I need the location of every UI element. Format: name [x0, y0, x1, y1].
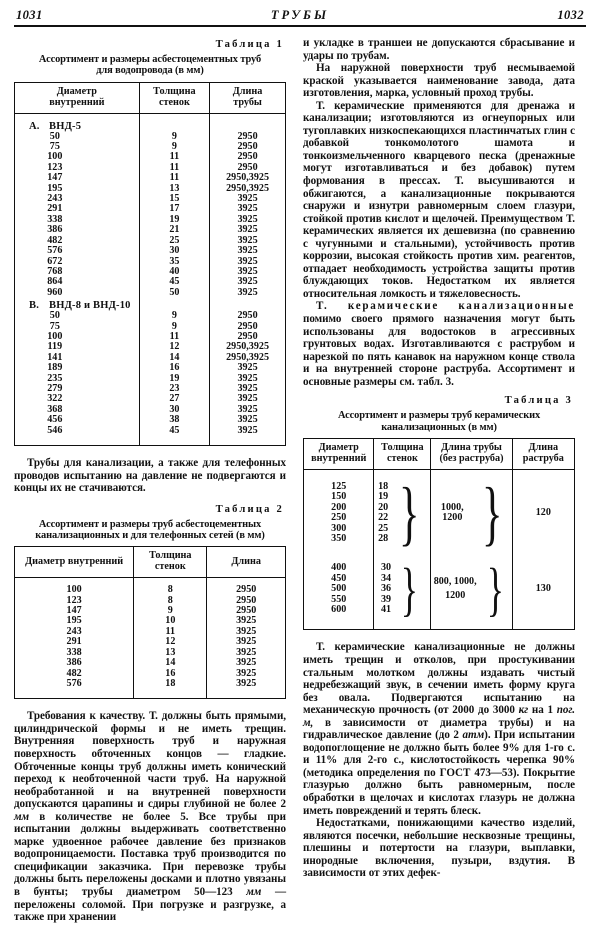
table1-thickness-value: 9: [171, 130, 177, 142]
table3-diameter-value: 550: [331, 593, 347, 605]
table1-length-value: 3925: [237, 362, 258, 374]
table3-diameter-value: 300: [331, 522, 347, 534]
table2-diameter-value: 100: [66, 584, 82, 596]
table3-thickness-value: 36: [381, 583, 392, 595]
table2-thickness-value: 16: [165, 667, 176, 679]
table2-caption-line2: канализационных и для телефонных сетей (в мм): [35, 530, 265, 542]
table2-header-row: [15, 547, 286, 578]
folio-left: 1031: [16, 8, 43, 22]
table3-col-socket-l1: Длина: [528, 442, 559, 454]
table3-thickness-value: 39: [381, 593, 392, 605]
table1-thickness-value: 27: [169, 393, 180, 405]
table1-diameter-value: 50: [49, 130, 60, 142]
table1-length-value: 3925: [237, 245, 258, 257]
table2-thickness-value: 13: [165, 646, 176, 658]
table3-diameter-value: 200: [331, 501, 347, 513]
table2-thickness-value: 12: [165, 636, 176, 648]
table1-diameter-value: 546: [47, 424, 63, 436]
table3-thickness-value: 28: [378, 532, 389, 544]
table1-diameter-value: 291: [47, 203, 63, 215]
table3-caption: [303, 410, 575, 433]
ceramic-pipes-lead: Т. керамические: [316, 99, 405, 112]
paragraph-after-table1: Трубы для канализации, а также для телефонных проводов испытанию на давление не подвергаются и концы их не стачиваются.: [14, 457, 286, 495]
table1-length-value: 3925: [237, 255, 258, 267]
table3-thickness-value: 25: [378, 522, 389, 534]
table1-col-thickness-l1: Толщина: [153, 85, 196, 97]
table1-col-length: [210, 82, 286, 113]
table1-length-value: 3925: [237, 276, 258, 288]
table3-col-diameter-l2: внутренний: [311, 453, 367, 465]
table1-diameter-value: 243: [47, 193, 63, 205]
table1-length-value: 2950: [237, 320, 258, 332]
unit-pog-m: пог. м,: [303, 704, 575, 729]
table1-diameter-value: 141: [47, 351, 63, 363]
page-title: ТРУБЫ: [270, 8, 330, 22]
table3-col-diameter: [304, 439, 374, 470]
table1-diameter-value: 235: [47, 372, 63, 384]
table1-diameter-value: 279: [47, 382, 63, 394]
table2-thickness-value: 8: [167, 584, 173, 596]
table1-length-value: 3925: [237, 234, 258, 246]
table1-col-diameter: [15, 82, 140, 113]
table3-header-row: [304, 439, 575, 470]
ceramic-sewer-pipes-lead: Т. керамические канализационные: [316, 300, 575, 313]
table2-diameter-value: 291: [66, 636, 82, 648]
table1-group-title: [17, 300, 137, 311]
table1-length-value: 2950,3925: [226, 341, 269, 353]
right-paragraph-2: На наружной поверхности труб несмываемой краской указывается наименование завода, дата изготовления, марка, условный проход трубы.: [303, 62, 575, 100]
table3-diameter-value: 250: [331, 512, 347, 524]
table3-col-length-l1: Длина трубы: [441, 442, 502, 454]
table3-col-length-l2: (без раструба): [439, 453, 504, 465]
two-column-body: [14, 37, 586, 924]
table1-thickness-value: 15: [169, 193, 180, 205]
table3-diameter-value: 500: [331, 583, 347, 595]
table1-col-thickness: [139, 82, 209, 113]
table1-thickness-value: 12: [169, 341, 180, 353]
table3-thickness-stack: [378, 482, 388, 544]
table1-diameter-value: 195: [47, 182, 63, 194]
table1-diameter-value: 119: [47, 341, 63, 353]
table1-col-diameter-l1: Диаметр: [56, 85, 97, 97]
table2-col-length: Длина: [207, 547, 286, 578]
quality-heading: Требования к качеству.: [27, 710, 146, 723]
table3-length-group: 1000, 1200 }: [433, 477, 509, 549]
table3-thickness-group: 18 19 20 22 25 28 }: [378, 473, 420, 554]
table1-thickness-value: 35: [169, 255, 180, 267]
table1-group-name: ВНД-5: [49, 120, 82, 132]
table1-thickness-value: 21: [169, 224, 180, 236]
table1-thickness-value: 45: [169, 424, 180, 436]
quality-paragraph: [14, 710, 286, 923]
table2-length-value: 2950: [236, 594, 257, 606]
table3-thickness-value: 41: [381, 604, 392, 615]
left-column: [14, 37, 286, 924]
quality-italic-2: мм: [246, 885, 262, 898]
table3-diameter-value: 400: [331, 562, 347, 574]
table1-diameter-value: 864: [47, 276, 63, 288]
table3-thickness-value: 20: [378, 501, 389, 513]
table-asbestos-sewer-pipes: [14, 546, 286, 699]
table2-length-value: 3925: [236, 625, 257, 637]
table3-col-thickness: [374, 439, 431, 470]
table2-body-row: [15, 578, 286, 699]
table2-length-value: 3925: [236, 615, 257, 627]
table1-group-name: ВНД-8 и ВНД-10: [49, 300, 131, 312]
table1-length-value: 2950: [237, 330, 258, 342]
table1-length-value: 3925: [237, 372, 258, 384]
table1-thickness-value: 17: [169, 203, 180, 215]
table3-diameter-value: 350: [331, 532, 347, 544]
table2-length-value: 3925: [236, 646, 257, 658]
table1-thickness-value: 30: [169, 403, 180, 415]
right-paragraph-1: и укладке в траншеи не допускаются сбрасывание и удары по трубам.: [303, 37, 575, 62]
table3-caption-line1: Ассортимент и размеры труб керамических: [337, 410, 541, 422]
table1-col-length-l1: Длина: [232, 85, 263, 97]
right-paragraph-4: [303, 300, 575, 388]
table2-caption: [14, 519, 286, 542]
table1-thickness-value: 11: [169, 151, 180, 163]
table1-length-value: 2950: [237, 310, 258, 322]
table3-diameter-value: 150: [331, 491, 347, 503]
table2-length-value: 3925: [236, 657, 257, 669]
table1-caption-line2: для водопровода (в мм): [96, 65, 204, 77]
table1-thickness-value: 14: [169, 351, 180, 363]
table1-caption-line1: Ассортимент и размеры асбестоцементных труб: [38, 54, 262, 65]
right-column: [303, 37, 575, 880]
table3-col-length: [431, 439, 512, 470]
table1-length-value: 2950,3925: [226, 351, 269, 363]
table1-diameter-value: 50: [49, 310, 60, 322]
table1-col-diameter-l2: внутренний: [49, 96, 105, 108]
table1-length-value: 2950: [237, 161, 258, 173]
table1-diameter-value: 322: [47, 393, 63, 405]
table3-group-gap: [306, 549, 371, 558]
table1-length-value: 2950: [237, 130, 258, 142]
table3-col-socket: [512, 439, 574, 470]
table2-thickness-value: 10: [165, 615, 176, 627]
table3-socket-value: 120: [535, 506, 551, 518]
table1-thickness-value: 30: [169, 245, 180, 257]
right-paragraph-5-text-d: ). При испытании водопоглощение не должно быть более 9% для 1-го с. и 11% для 2-го с., кислотостойкость черепка 90% (методика определения по ГОСТ 473—53). Покрытие глазурью должно быть равномерным, после обработки в щелочах и кислотах глазурь не должна иметь повреждений и терять блеск.: [303, 729, 575, 817]
table1-diameter-value: 100: [47, 330, 63, 342]
table3-diameter-group: [306, 477, 371, 549]
table1-length-value: 3925: [237, 213, 258, 225]
table1-diameter-value: 368: [47, 403, 63, 415]
right-paragraph-3: [303, 100, 575, 301]
table1-header-row: [15, 82, 286, 113]
table2-number: Таблица 2: [215, 503, 284, 515]
table3-length-value: 1000, 1200: [440, 501, 464, 524]
quality-text-3: — переложены соломой. При погрузке и разгрузке, а также при хранении: [14, 885, 287, 924]
table1-diameter-value: 100: [47, 151, 63, 163]
table3-thickness-value: 30: [381, 562, 392, 574]
table1-number: Таблица 1: [215, 39, 284, 50]
table1-thickness-value: 11: [169, 172, 180, 184]
table1-body-row: [15, 113, 286, 445]
table1-diameter-value: 123: [47, 161, 63, 173]
table2-col-diameter: Диаметр внутренний: [15, 547, 134, 578]
table2-length-value: 2950: [236, 605, 257, 617]
table2-caption-line1: Ассортимент и размеры труб асбестоцементных: [38, 518, 262, 530]
table1-length-value: 2950,3925: [226, 182, 269, 194]
table1-length-value: 3925: [237, 193, 258, 205]
table2-diameter-value: 576: [66, 677, 82, 689]
table3-length-group: 800, 1000, 1200 }: [433, 556, 504, 623]
table2-col-thickness-l2: стенок: [154, 561, 186, 573]
table1-length-value: 2950: [237, 141, 258, 153]
table1-thickness-value: 9: [171, 320, 177, 332]
table1-group-letter: В.: [29, 300, 40, 312]
table2-col-thickness: [134, 547, 207, 578]
table1-diameter-value: 960: [47, 286, 63, 298]
table3-body-row: [304, 469, 575, 629]
right-paragraph-3-text: применяются для дренажа и канализации; изготовляются из огнеупорных или тугоплавких низкоспекающихся пластинчатых глин с добавкой тонкомолотого шамота и тонкоизмельченного кварцевого песка (дренажные могут изготавливаться и без добавок) путем формования в прессах. Т. высушиваются и обжигаются, а канализационные покрываются снаружи и изнутри равномерным слоем глазури, стойкой против кислот и щелочей. Преимуществом Т. керамических является их дешевизна (по сравнению с чугунными и стальными), устойчивость против коррозии, высокая стойкость против хим. реагентов, отпадает необходимость устройства защиты против блуждающих токов. Недостатком их является относительная ломкость и тяжеловесность.: [303, 99, 575, 300]
table1-diameter-value: 386: [47, 224, 63, 236]
right-paragraph-5: [303, 641, 575, 817]
table1-length-value: 3925: [237, 286, 258, 298]
table1-thickness-value: 16: [169, 362, 180, 374]
table1-diameter-value: 576: [47, 245, 63, 257]
table1-thickness-value: 19: [169, 372, 180, 384]
table2-diameter-value: 123: [66, 594, 82, 606]
table3-diameter-value: 125: [331, 480, 347, 492]
table1-thickness-value: 11: [169, 161, 180, 173]
table3-socket-value: 130: [535, 583, 551, 595]
table1-caption: [14, 54, 286, 77]
table1-thickness-value: 11: [169, 330, 180, 342]
table2-diameter-value: 195: [66, 615, 82, 627]
table2-thickness-value: 8: [167, 594, 173, 606]
table3-col-thickness-l2: стенок: [386, 453, 418, 465]
table3-length-stack: [434, 577, 477, 602]
table1-length-value: 2950,3925: [226, 172, 269, 184]
table1-length-value: 3925: [237, 403, 258, 415]
table1-col-length-l2: трубы: [233, 96, 262, 108]
table2-length-value: 3925: [236, 667, 257, 679]
table1-diameter-value: 456: [47, 414, 63, 426]
table-asbestos-water-pipes: [14, 82, 286, 446]
table1-length-value: 3925: [237, 393, 258, 405]
table1-thickness-value: 19: [169, 213, 180, 225]
table2-thickness-value: 14: [165, 657, 176, 669]
table3-col-thickness-l1: Толщина: [381, 442, 424, 454]
table2-length-value: 3925: [236, 636, 257, 648]
table2-diameter-value: 482: [66, 667, 82, 679]
table2-diameter-value: 386: [66, 657, 82, 669]
table2-diameter-value: 338: [66, 646, 82, 658]
unit-kg: кг: [518, 704, 529, 717]
right-paragraph-5-text-c: в зависимости от диаметра трубы) и на гидравлическое давление (до 2: [303, 716, 575, 742]
table1-diameter-value: 147: [47, 172, 63, 184]
table3-thickness-group: 30 34 36 39 41 }: [381, 556, 419, 623]
table1-length-value: 2950: [237, 151, 258, 163]
table1-length-value: 3925: [237, 424, 258, 436]
table1-diameter-value: 338: [47, 213, 63, 225]
table1-diameter-value: 482: [47, 234, 63, 246]
table1-group-title: [17, 121, 137, 132]
right-paragraph-5-text-b: на 1: [528, 704, 557, 717]
table1-thickness-value: 45: [169, 276, 180, 288]
quality-text-1: Т. должны быть прямыми, цилиндрической формы и не иметь трещин. Внутренняя поверхность труб и наружная поверхность обточенных концов — гладкие. Обточенные концы труб должны иметь конический переход к необточенной части труб. На наружной необработанной и на внутренней поверхности допускаются царапины и сдиры глубиной не более 2: [14, 710, 287, 811]
table1-align-pad: [142, 121, 207, 132]
header-rule: [14, 25, 586, 27]
table3-col-socket-l2: раструба: [522, 453, 564, 465]
table3-length-value: 1200: [445, 590, 466, 602]
right-paragraph-6: Недостатками, понижающими качество изделий, являются посечки, небольшие несквозные трещины, плешины и потертости на глазури, выплавки, инородные включения, пузыри, вздутия. В зависимости от этих дефек-: [303, 817, 575, 880]
table-ceramic-sewer-pipes: [303, 438, 575, 630]
table1-thickness-value: 25: [169, 234, 180, 246]
running-head: [14, 8, 586, 25]
table3-caption-line2: канализационных (в мм): [381, 421, 497, 433]
right-paragraph-5-text-a: Т. керамические канализационные не должны иметь трещин и отколов, при простукивании стальным молотком должны издавать чистый недребезжащий звук, в сечении иметь форму круга без овала. Подвергаются испытанию на механическую прочность (от 2000 до 3000: [303, 641, 575, 717]
quality-italic-1: мм: [14, 810, 30, 823]
table3-diameter-group: [306, 558, 371, 620]
table3-number: Таблица 3: [504, 395, 573, 407]
table1-diameter-value: 768: [47, 265, 63, 277]
table2-diameter-value: 243: [66, 625, 82, 637]
table1-thickness-value: 13: [169, 182, 180, 194]
table3-col-diameter-l1: Диаметр: [318, 442, 359, 454]
table1-thickness-value: 40: [169, 265, 180, 277]
table1-length-value: 3925: [237, 414, 258, 426]
table1-group-letter: А.: [29, 120, 40, 132]
table3-thickness-value: 22: [378, 512, 389, 524]
table1-length-value: 3925: [237, 203, 258, 215]
unit-atm: атм: [462, 729, 485, 742]
table1-diameter-value: 75: [49, 320, 60, 332]
table3-length-value: 800, 1000,: [433, 575, 477, 587]
table3-diameter-value: 450: [331, 572, 347, 584]
table2-thickness-value: 18: [165, 677, 176, 689]
table1-align-pad: [212, 121, 283, 132]
table1-length-value: 3925: [237, 224, 258, 236]
table1-thickness-value: 50: [169, 286, 180, 298]
table2-length-value: 3925: [236, 677, 257, 689]
table3-group-gap: [515, 549, 572, 558]
table2-thickness-value: 9: [167, 605, 173, 617]
table2-thickness-value: 11: [165, 625, 176, 637]
table1-col-thickness-l2: стенок: [158, 96, 190, 108]
table3-socket-group: [515, 558, 572, 620]
table1-diameter-value: 75: [49, 141, 60, 153]
table3-thickness-value: 19: [378, 491, 389, 503]
table3-length-stack: [433, 503, 471, 524]
table1-thickness-value: 9: [171, 141, 177, 153]
table1-thickness-value: 38: [169, 414, 180, 426]
table3-thickness-stack: [381, 563, 391, 615]
table2-length-value: 2950: [236, 584, 257, 596]
table3-thickness-value: 18: [378, 480, 389, 492]
table1-diameter-value: 189: [47, 362, 63, 374]
table3-thickness-value: 34: [381, 572, 392, 584]
quality-text-2: в количестве не более 5. Все трубы при испытании должны выдерживать соответственно марке удвоенное рабочее давление без признаков водопроницаемости. Поставка труб производится по спецификации заказчика. При перевозке трубы должны быть переложены досками и плотно увязаны в бунты; трубы диаметром 50—123: [14, 810, 286, 898]
table2-col-thickness-l1: Толщина: [149, 550, 192, 562]
right-paragraph-4-text: помимо своего прямого назначения могут быть использованы для водостоков в агрессивных грунтовых водах. Изготавливаются с раструбом и нарезкой по пять канавок на наружном конце ствола и на внутренней стороне раструба. Ассортимент и основные размеры см. табл. 3.: [303, 313, 575, 388]
table3-socket-group: [515, 477, 572, 549]
table1-length-value: 3925: [237, 265, 258, 277]
table2-diameter-value: 147: [66, 605, 82, 617]
table1-diameter-value: 672: [47, 255, 63, 267]
table1-thickness-value: 23: [169, 382, 180, 394]
folio-right: 1032: [557, 8, 584, 22]
table3-diameter-value: 600: [331, 604, 347, 615]
table1-thickness-value: 9: [171, 310, 177, 322]
table1-length-value: 3925: [237, 382, 258, 394]
